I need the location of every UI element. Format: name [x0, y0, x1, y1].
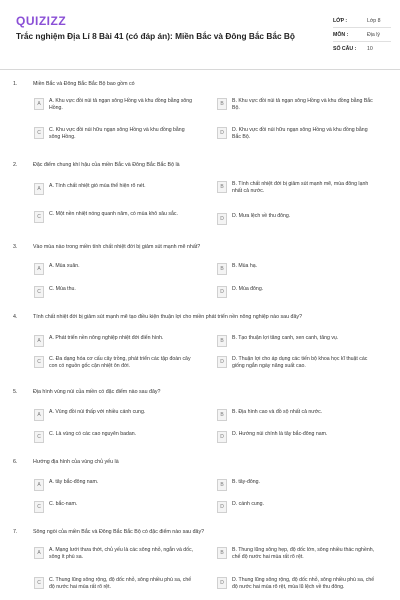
question-text: Vào mùa nào trong miền tính chất nhiệt đới bị giảm sút mạnh mẽ nhất? [33, 244, 201, 250]
question-number: 3. [13, 244, 18, 250]
question-number: 4. [13, 314, 18, 320]
option-text: B. Tạo thuận lợi tăng canh, xen canh, tăng vụ. [232, 335, 339, 341]
meta-label: SỐ CÂU : [333, 46, 357, 52]
option-text: C. Là vùng có các cao nguyên badan. [49, 431, 137, 437]
option-text: A. Tính chất nhiệt gió mùa thể hiện rõ nét. [49, 183, 146, 189]
option-text: D. cánh cung. [232, 501, 265, 507]
option-letter-box: D [217, 501, 227, 513]
question-text: Hướng địa hình của vùng chủ yếu là [33, 459, 119, 465]
option-text: D. Thung lũng sông rộng, độ dốc nhỏ, sông nhiều phù sa, chế độ nước hai mùa rõ rệt, mùa lũ lệch về thu đông. [232, 577, 375, 590]
option-text: C. Một nền nhiệt nóng quanh năm, có mùa khô sâu sắc. [49, 211, 178, 217]
option-letter-box: C [34, 356, 44, 368]
meta-value: Địa lý [367, 32, 380, 38]
divider [333, 41, 391, 42]
option-letter-box: A [34, 335, 44, 347]
option-text: D. Hướng núi chính là tây bắc-đông nam. [232, 431, 328, 437]
quizizz-logo: QUIZIZZ [16, 14, 67, 28]
divider [333, 27, 391, 28]
worksheet-title: Trắc nghiệm Địa Lí 8 Bài 41 (có đáp án): Miền Bắc và Đông Bắc Bắc Bộ [16, 31, 295, 41]
option-text: A. tây bắc-đông nam. [49, 479, 99, 485]
option-letter-box: B [217, 335, 227, 347]
option-letter-box: B [217, 181, 227, 193]
option-text: B. tây-đông. [232, 479, 260, 485]
option-text: C. Đa dạng hóa cơ cấu cây trồng, phát triển các tập đoàn cây con có nguồn gốc cận nhiệt ôn đới. [49, 356, 191, 369]
option-text: A. Mạng lưới thưa thớt, chủ yếu là các sông nhỏ, ngắn và dốc, sông ít phù sa. [49, 547, 194, 560]
option-letter-box: D [217, 127, 227, 139]
option-letter-box: C [34, 127, 44, 139]
option-letter-box: D [217, 431, 227, 443]
option-letter-box: B [217, 479, 227, 491]
option-letter-box: B [217, 409, 227, 421]
option-letter-box: A [34, 263, 44, 275]
option-letter-box: D [217, 577, 227, 589]
option-text: B. Địa hình cao và đồ sộ nhất cả nước. [232, 409, 323, 415]
option-text: A. Phát triển nền nông nghiệp nhiệt đới điển hình. [49, 335, 164, 341]
option-letter-box: D [217, 286, 227, 298]
option-text: D. Mưa lệch về thu đông. [232, 213, 291, 219]
question-number: 7. [13, 529, 18, 535]
question-text: Đặc điểm chung khí hậu của miền Bắc và Đông Bắc Bắc Bộ là [33, 162, 180, 168]
option-text: D. Khu vực đồi núi hữu ngạn sông Hồng và khu đồng bằng Bắc Bộ. [232, 127, 368, 140]
question-text: Tính chất nhiệt đới bị giảm sút mạnh mẽ tạo điều kiện thuận lợi cho miền phát triển nền nông nghiệp nào sau đây? [33, 314, 303, 320]
option-text: C. bắc-nam. [49, 501, 78, 507]
question-number: 6. [13, 459, 18, 465]
option-letter-box: C [34, 286, 44, 298]
option-text: C. Khu vực đồi núi hữu ngạn sông Hồng và khu đồng bằng sông Hồng. [49, 127, 185, 140]
option-letter-box: A [34, 409, 44, 421]
option-letter-box: C [34, 501, 44, 513]
question-number: 1. [13, 81, 18, 87]
option-text: C. Thung lũng sông rộng, độ dốc nhỏ, sông nhiều phù sa, chế độ nước hai mùa rất rõ rệt. [49, 577, 192, 590]
option-letter-box: B [217, 98, 227, 110]
option-letter-box: B [217, 263, 227, 275]
option-text: A. Mùa xuân. [49, 263, 80, 269]
option-letter-box: C [34, 577, 44, 589]
meta-value: Lớp 8 [367, 18, 381, 24]
meta-label: MÔN : [333, 32, 349, 38]
question-number: 5. [13, 389, 18, 395]
option-letter-box: D [217, 356, 227, 368]
option-letter-box: A [34, 98, 44, 110]
option-text: B. Khu vực đồi núi tả ngạn sông Hồng và khu đồng bằng Bắc Bộ. [232, 98, 373, 111]
option-text: B. Mùa hạ. [232, 263, 258, 269]
option-text: D. Thuận lợi cho áp dụng các tiến bộ khoa học kĩ thuật các giống ngắn ngày năng suất cao. [232, 356, 368, 369]
option-text: A. Khu vực đồi núi tả ngạn sông Hồng và khu đồng bằng sông Hồng. [49, 98, 193, 111]
option-letter-box: A [34, 479, 44, 491]
option-letter-box: A [34, 183, 44, 195]
option-text: B. Tính chất nhiệt đới bị giảm sút mạnh mẽ, mùa đông lạnh nhất cả nước. [232, 181, 369, 194]
option-text: D. Mùa đông. [232, 286, 264, 292]
question-text: Địa hình vùng núi của miền có đặc điểm nào sau đây? [33, 389, 161, 395]
option-text: A. Vùng đồi núi thấp với nhiều cánh cung. [49, 409, 146, 415]
option-letter-box: D [217, 213, 227, 225]
option-text: B. Thung lũng sông hẹp, độ dốc lớn, sông nhiều thác nghềnh, chế độ nước hai mùa rất rõ rệt. [232, 547, 375, 560]
option-letter-box: C [34, 211, 44, 223]
meta-label: LỚP : [333, 18, 348, 24]
question-text: Miền Bắc và Đông Bắc Bắc Bộ bao gồm có [33, 81, 135, 87]
question-number: 2. [13, 162, 18, 168]
worksheet-header [0, 0, 400, 70]
option-letter-box: B [217, 547, 227, 559]
option-text: C. Mùa thu. [49, 286, 76, 292]
option-letter-box: C [34, 431, 44, 443]
question-text: Sông ngòi của miền Bắc và Đông Bắc Bắc Bộ có đặc điểm nào sau đây? [33, 529, 205, 535]
option-letter-box: A [34, 547, 44, 559]
meta-value: 10 [367, 46, 373, 52]
